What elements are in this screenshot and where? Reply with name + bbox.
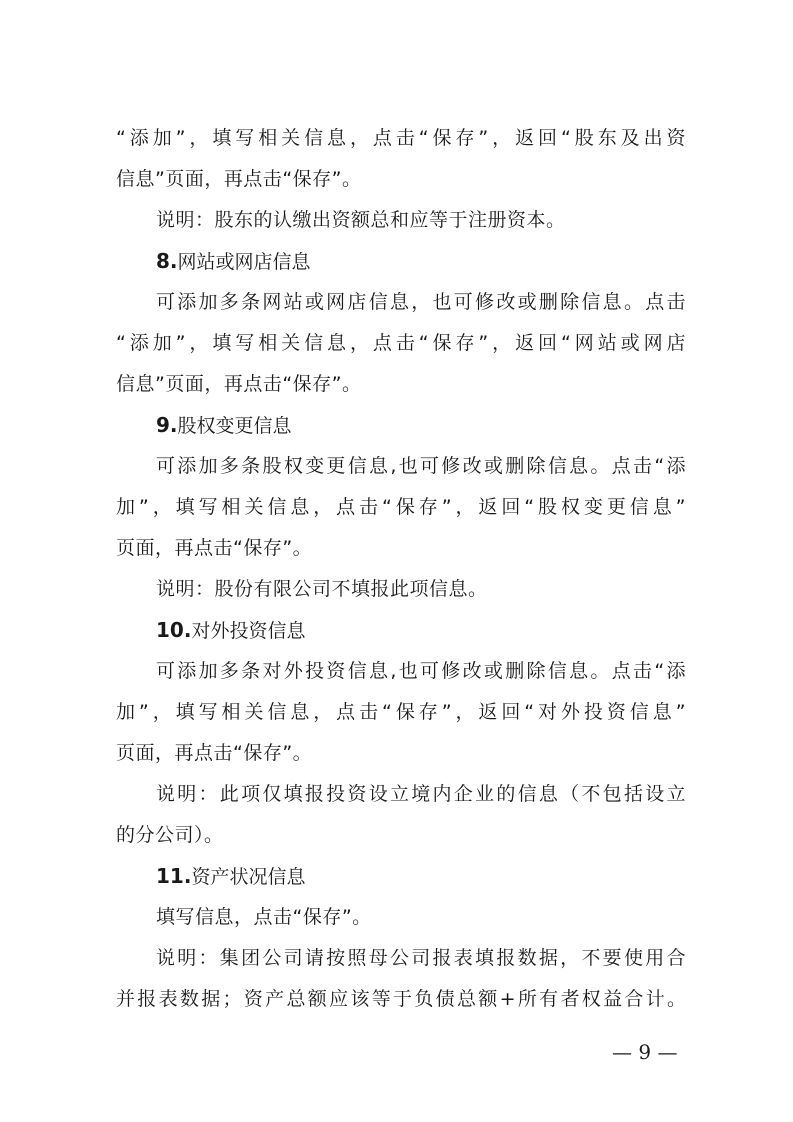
body-line: 可添加多条对外投资信息,也可修改或删除信息。点击“添 bbox=[156, 660, 686, 682]
body-line: 并报表数据；资产总额应该等于负债总额+所有者权益合计。 bbox=[116, 988, 686, 1010]
note-line: 说明：股东的认缴出资额总和应等于注册资本。 bbox=[156, 209, 566, 231]
body-line: 加”，填写相关信息，点击“保存”，返回“股权变更信息” bbox=[116, 496, 686, 518]
body-line: “添加”，填写相关信息，点击“保存”，返回“股东及出资 bbox=[116, 127, 686, 149]
section-number: 11. bbox=[156, 864, 192, 888]
section-number: 8. bbox=[156, 249, 178, 273]
page-number: — 9 — bbox=[612, 1040, 678, 1064]
body-line: 信息”页面，再点击“保存”。 bbox=[116, 168, 362, 190]
note-line: 说明：集团公司请按照母公司报表填报数据，不要使用合 bbox=[156, 947, 686, 969]
body-line: 页面，再点击“保存”。 bbox=[116, 742, 313, 764]
note-line: 说明：此项仅填报投资设立境内企业的信息（不包括设立 bbox=[156, 783, 686, 805]
section-title: 资产状况信息 bbox=[191, 866, 306, 888]
body-line: 信息”页面，再点击“保存”。 bbox=[116, 373, 362, 395]
body-line: “添加”，填写相关信息，点击“保存”，返回“网站或网店 bbox=[116, 332, 686, 354]
section-heading-8 bbox=[156, 248, 311, 275]
body-line: 可添加多条股权变更信息,也可修改或删除信息。点击“添 bbox=[156, 455, 686, 477]
section-heading-10 bbox=[156, 617, 305, 644]
section-title: 对外投资信息 bbox=[191, 620, 306, 642]
body-line: 可添加多条网站或网店信息，也可修改或删除信息。点击 bbox=[156, 291, 686, 313]
body-line: 页面，再点击“保存”。 bbox=[116, 537, 313, 559]
section-heading-9 bbox=[156, 412, 292, 439]
body-line: 加”，填写相关信息，点击“保存”，返回“对外投资信息” bbox=[116, 701, 686, 723]
section-number: 10. bbox=[156, 618, 192, 642]
section-heading-11 bbox=[156, 863, 305, 890]
body-line: 填写信息，点击“保存”。 bbox=[156, 906, 372, 928]
body-line: 的分公司）。 bbox=[116, 824, 224, 846]
section-number: 9. bbox=[156, 413, 178, 437]
note-line: 说明：股份有限公司不填报此项信息。 bbox=[156, 578, 488, 600]
section-title: 网站或网店信息 bbox=[177, 251, 311, 273]
section-title: 股权变更信息 bbox=[177, 415, 292, 437]
